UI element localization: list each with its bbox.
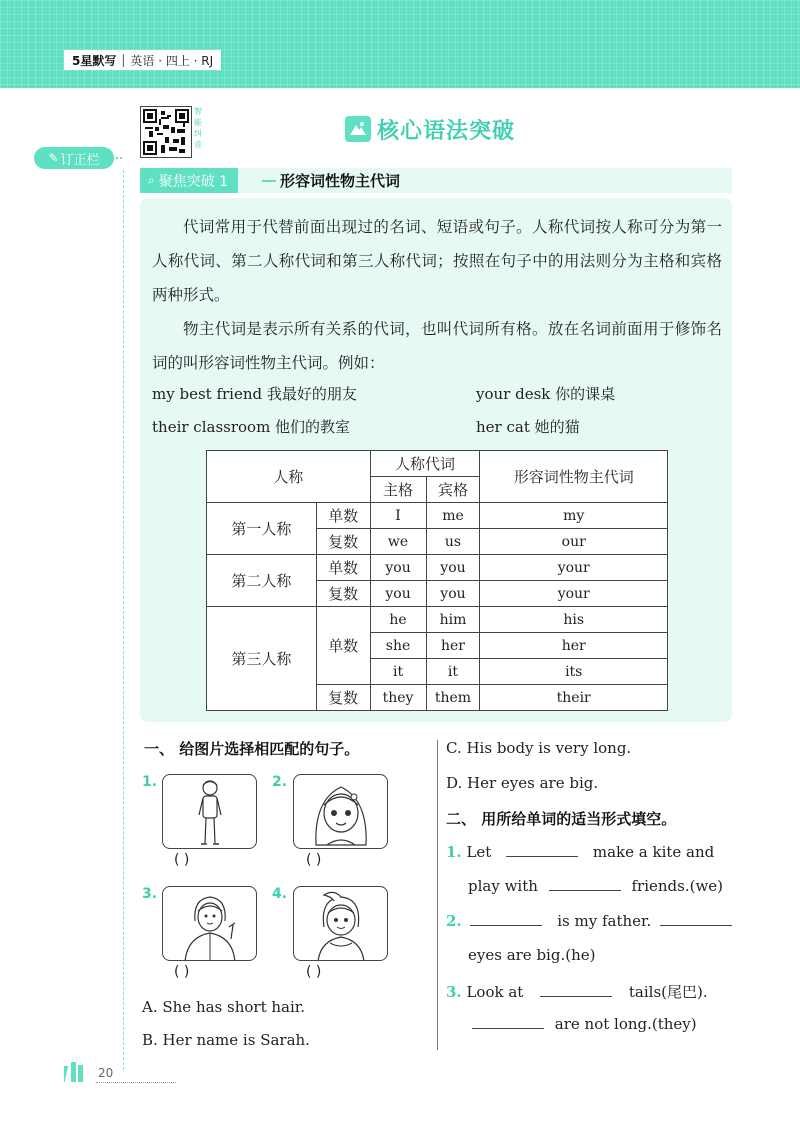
table-cell: you	[370, 555, 426, 581]
intro-paragraph-1: 代词常用于代替前面出现过的名词、短语或句子。人称代词按人称可分为第一人称代词、第二人称代词和第三人称代词；按照在句子中的用法则分为主格和宾格两种形式。	[152, 218, 722, 304]
picture-number-3: 3.	[142, 886, 158, 902]
question-text: friends.(we)	[631, 877, 724, 895]
question-1-line-2	[468, 877, 723, 895]
option-a: A. She has short hair.	[142, 998, 306, 1016]
books-icon	[64, 1062, 94, 1082]
table-cell: she	[370, 633, 426, 659]
question-2-line-1	[446, 912, 732, 930]
question-text: make a kite and	[592, 843, 715, 861]
pencil-icon: ✎	[48, 151, 59, 165]
margin-line	[123, 170, 124, 1070]
focus-connector	[262, 180, 276, 182]
picture-woman-short-hair	[162, 886, 257, 961]
table-row	[207, 555, 668, 581]
answer-blank[interactable]	[470, 912, 542, 926]
fix-column-connector	[112, 157, 122, 159]
table-cell: it	[426, 659, 480, 685]
option-b: B. Her name is Sarah.	[142, 1031, 310, 1049]
focus-tag	[140, 168, 238, 193]
fix-column-label: 订正栏	[60, 152, 100, 168]
table-cell: us	[426, 529, 480, 555]
table-cell: he	[370, 607, 426, 633]
question-number: 3.	[446, 983, 462, 1001]
answer-blank[interactable]	[506, 843, 578, 857]
answer-blank[interactable]	[660, 912, 732, 926]
page-number: 20	[98, 1066, 114, 1080]
number-label: 单数	[316, 503, 370, 529]
header-subject: 主格	[370, 477, 426, 503]
number-label: 单数	[316, 607, 370, 685]
third-person-label: 第三人称	[207, 607, 317, 711]
table-cell: you	[426, 555, 480, 581]
header-pronoun: 人称代词	[370, 451, 480, 477]
number-label: 单数	[316, 555, 370, 581]
option-c: C. His body is very long.	[446, 739, 632, 757]
question-3-line-1	[446, 981, 708, 1002]
question-text: eyes are big.(he)	[468, 946, 596, 964]
table-cell: its	[480, 659, 668, 685]
question-number: 2.	[446, 912, 462, 930]
table-cell: him	[426, 607, 480, 633]
header-object: 宾格	[426, 477, 480, 503]
magnifier-icon: ⌕	[148, 173, 155, 187]
example-1: my best friend 我最好的朋友	[152, 385, 357, 403]
answer-blank[interactable]	[472, 1015, 544, 1029]
fix-column-tag	[34, 147, 114, 169]
question-text: Look at	[466, 983, 524, 1001]
table-cell: your	[480, 555, 668, 581]
picture-number-2: 2.	[272, 774, 288, 790]
table-cell: our	[480, 529, 668, 555]
picture-number-1: 1.	[142, 774, 158, 790]
table-cell: we	[370, 529, 426, 555]
footer-dots	[96, 1082, 176, 1083]
mountain-icon	[345, 116, 371, 142]
section-title	[345, 114, 515, 144]
answer-blank[interactable]	[540, 983, 612, 997]
question-text: is my father.	[557, 912, 652, 930]
column-divider	[437, 740, 438, 1050]
answer-paren-2[interactable]: ( )	[306, 852, 322, 868]
table-row	[207, 607, 668, 633]
header-possessive: 形容词性物主代词	[480, 451, 668, 503]
table-cell: it	[370, 659, 426, 685]
table-cell: me	[426, 503, 480, 529]
series-tag	[64, 50, 221, 70]
first-person-label: 第一人称	[207, 503, 317, 555]
series-subtitle: 英语 · 四上 · RJ	[130, 53, 214, 68]
question-text: tails(尾巴).	[628, 983, 708, 1001]
table-cell: his	[480, 607, 668, 633]
table-cell: your	[480, 581, 668, 607]
question-number: 1.	[446, 843, 462, 861]
option-d: D. Her eyes are big.	[446, 774, 599, 792]
table-cell: they	[370, 685, 426, 711]
question-text: play with	[468, 877, 538, 895]
table-cell: her	[426, 633, 480, 659]
intro-paragraph-2: 物主代词是表示所有关系的代词，也叫代词所有格。放在名词前面用于修饰名词的叫形容词性物主代词。例如：	[152, 320, 722, 372]
pronoun-table	[206, 450, 668, 711]
number-label: 复数	[316, 529, 370, 555]
qr-code[interactable]	[140, 106, 192, 158]
table-cell: their	[480, 685, 668, 711]
table-cell: my	[480, 503, 668, 529]
header-person: 人称	[207, 451, 371, 503]
series-separator: |	[121, 53, 126, 67]
question-text: are not long.(they)	[554, 1015, 697, 1033]
picture-girl-long-hair	[293, 774, 388, 849]
picture-boy	[162, 774, 257, 849]
series-brand: 5星默写	[72, 53, 117, 68]
example-4: her cat 她的猫	[476, 418, 580, 436]
exercise2-heading: 二、 用所给单词的适当形式填空。	[446, 810, 677, 828]
table-cell: I	[370, 503, 426, 529]
question-text: Let	[466, 843, 492, 861]
question-2-line-2	[468, 946, 595, 964]
table-cell: her	[480, 633, 668, 659]
answer-paren-1[interactable]: ( )	[174, 852, 190, 868]
table-cell: you	[370, 581, 426, 607]
section-title-text: 核心语法突破	[377, 118, 516, 144]
table-cell: you	[426, 581, 480, 607]
example-2: your desk 你的课桌	[476, 385, 616, 403]
second-person-label: 第二人称	[207, 555, 317, 607]
number-label: 复数	[316, 685, 370, 711]
question-3-line-2	[472, 1015, 697, 1033]
example-3: their classroom 他们的教室	[152, 418, 351, 436]
question-1-line-1	[446, 843, 714, 861]
exercise1-heading: 一、 给图片选择相匹配的句子。	[144, 740, 360, 758]
answer-paren-4[interactable]: ( )	[306, 964, 322, 980]
qr-caption: 智能纠音	[194, 107, 202, 149]
table-row	[207, 503, 668, 529]
focus-title: 形容词性物主代词	[280, 172, 401, 190]
number-label: 复数	[316, 581, 370, 607]
focus-tag-label: 聚焦突破 1	[158, 173, 229, 190]
header-band	[0, 0, 800, 88]
picture-number-4: 4.	[272, 886, 288, 902]
table-cell: them	[426, 685, 480, 711]
answer-blank[interactable]	[549, 877, 621, 891]
answer-paren-3[interactable]: ( )	[174, 964, 190, 980]
picture-girl-ponytail	[293, 886, 388, 961]
table-header-row	[207, 451, 668, 477]
